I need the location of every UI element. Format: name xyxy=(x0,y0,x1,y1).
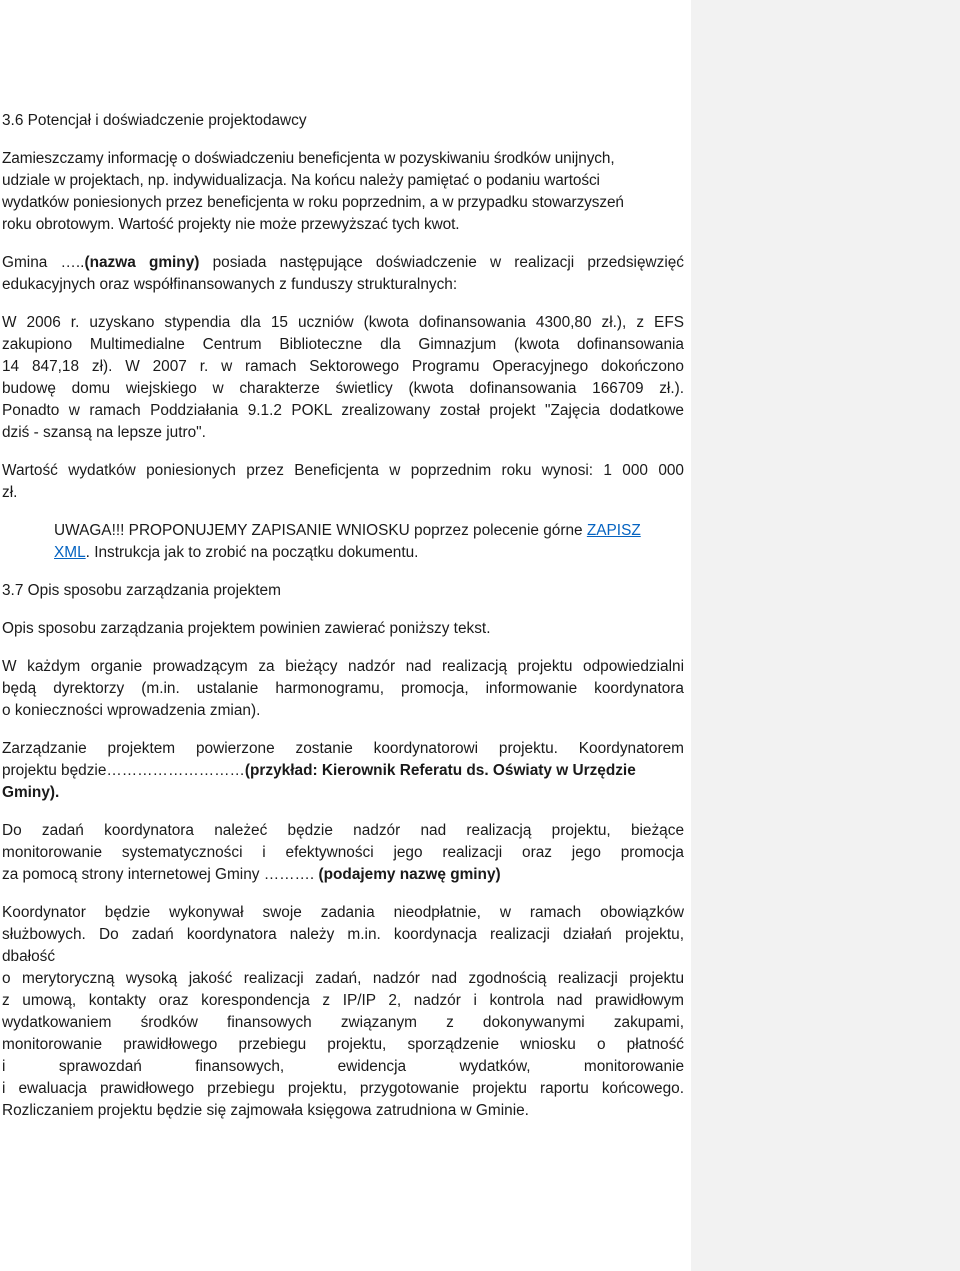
expenses-line: Wartość wydatków poniesionych przez Beneficjenta w poprzednim roku wynosi: 1 000 000 xyxy=(2,462,684,479)
tasks-line: monitorowanie systematyczności i efektywności jego realizacji oraz jego promocja xyxy=(2,844,684,861)
warning-text: UWAGA!!! PROPONUJEMY ZAPISANIE WNIOSKU poprzez polecenie górne xyxy=(54,522,587,539)
organ-line: o konieczności wprowadzenia zmian). xyxy=(2,702,261,719)
section-3-6-heading: 3.6 Potencjał i doświadczenie projektodawcy xyxy=(2,112,307,129)
experience-line: 14 847,18 zł). W 2007 r. w ramach Sektorowego Programu Operacyjnego dokończono xyxy=(2,358,684,375)
management-line: Zarządzanie projektem powierzone zostanie koordynatorowi projektu. Koordynatorem xyxy=(2,740,684,757)
organ-line: będą dyrektorzy (m.in. ustalanie harmonogramu, promocja, informowanie koordynatora xyxy=(2,680,684,697)
tasks-line xyxy=(2,864,684,886)
duties-line: o merytoryczną wysoką jakość realizacji zadań, nadzór nad zgodnością realizacji projektu xyxy=(2,970,684,987)
tasks-line: Do zadań koordynatora należeć będzie nadzór nad realizacją projektu, bieżące xyxy=(2,822,684,839)
expenses-line: zł. xyxy=(2,484,18,501)
management-paragraph xyxy=(2,738,684,804)
zapisz-link[interactable]: ZAPISZ xyxy=(586,522,641,539)
duties-paragraph xyxy=(2,902,684,1122)
duties-line: z umową, kontakty oraz korespondencja z IP/IP 2, nadzór i kontrola nad prawidłowym xyxy=(2,992,684,1009)
xml-link[interactable]: XML xyxy=(54,544,86,561)
duties-line: dbałość xyxy=(2,948,56,965)
document-body xyxy=(2,110,684,1138)
experience-paragraph xyxy=(2,312,684,444)
intro-line: Zamieszczamy informację o doświadczeniu beneficjenta w pozyskiwaniu środków unijnych, xyxy=(2,150,615,167)
coordinator-example: (przykład: Kierownik Referatu ds. Oświaty w Urzędzie Gminy). xyxy=(2,762,636,801)
experience-line: zakupiono Multimedialne Centrum Biblioteczne dla Gimnazjum (kwota dofinansowania xyxy=(2,336,684,353)
tasks-paragraph xyxy=(2,820,684,886)
tasks-prefix: za pomocą strony internetowej Gminy ………. xyxy=(2,866,319,883)
intro-paragraph xyxy=(2,148,684,236)
organ-line: W każdym organie prowadzącym za bieżący nadzór nad realizacją projektu odpowiedzialni xyxy=(2,658,684,675)
gmina-paragraph xyxy=(2,252,684,296)
gmina-website-placeholder: (podajemy nazwę gminy) xyxy=(318,866,501,883)
duties-line: Rozliczaniem projektu będzie się zajmowała księgowa zatrudniona w Gminie. xyxy=(2,1102,529,1119)
section-3-7-heading: 3.7 Opis sposobu zarządzania projektem xyxy=(2,582,281,599)
duties-line: wydatkowaniem środków finansowych związanym z dokonywanymi zakupami, xyxy=(2,1014,684,1031)
intro-line: roku obrotowym. Wartość projekty nie może przewyższać tych kwot. xyxy=(2,216,460,233)
duties-line: Koordynator będzie wykonywał swoje zadania nieodpłatnie, w ramach obowiązków xyxy=(2,904,684,921)
section-3-7-intro: Opis sposobu zarządzania projektem powinien zawierać poniższy tekst. xyxy=(2,620,491,637)
warning-line xyxy=(54,520,684,542)
gmina-prefix: Gmina ….. xyxy=(2,254,85,271)
duties-line: monitorowanie prawidłowego przebiegu projektu, sporządzenie wniosku o płatność xyxy=(2,1036,684,1053)
management-prefix: projektu będzie……………………… xyxy=(2,762,245,779)
duties-line: służbowych. Do zadań koordynatora należy m.in. koordynacja realizacji działań projektu, xyxy=(2,926,684,943)
gmina-name-placeholder: (nazwa gminy) xyxy=(84,254,200,271)
experience-line: Ponadto w ramach Poddziałania 9.1.2 POKL zrealizowany został projekt "Zajęcia dodatkowe xyxy=(2,402,684,419)
warning-line xyxy=(54,542,684,564)
warning-instruction: . Instrukcja jak to zrobić na początku dokumentu. xyxy=(85,544,419,561)
duties-line: i ewaluacja prawidłowego przebiegu projektu, przygotowanie projektu raportu końcowego. xyxy=(2,1080,684,1097)
experience-line: dziś - szansą na lepsze jutro". xyxy=(2,424,206,441)
organ-paragraph xyxy=(2,656,684,722)
experience-line: W 2006 r. uzyskano stypendia dla 15 uczniów (kwota dofinansowania 4300,80 zł.), z EFS xyxy=(2,314,684,331)
comment-pane xyxy=(691,0,960,1271)
intro-line: udziale w projektach, np. indywidualizacja. Na końcu należy pamiętać o podaniu wartości xyxy=(2,172,600,189)
warning-paragraph xyxy=(2,520,684,564)
expenses-paragraph xyxy=(2,460,684,504)
experience-line: budowę domu wiejskiego w charakterze świetlicy (kwota dofinansowania 166709 zł.). xyxy=(2,380,684,397)
duties-line: i sprawozdań finansowych, ewidencja wydatków, monitorowanie xyxy=(2,1058,684,1075)
intro-line: wydatków poniesionych przez beneficjenta w roku poprzednim, a w przypadku stowarzyszeń xyxy=(2,194,624,211)
gmina-rest: posiada następujące doświadczenie w realizacji przedsięwzięć edukacyjnych oraz współfinansowanych z funduszy strukturalnych: xyxy=(2,254,684,293)
